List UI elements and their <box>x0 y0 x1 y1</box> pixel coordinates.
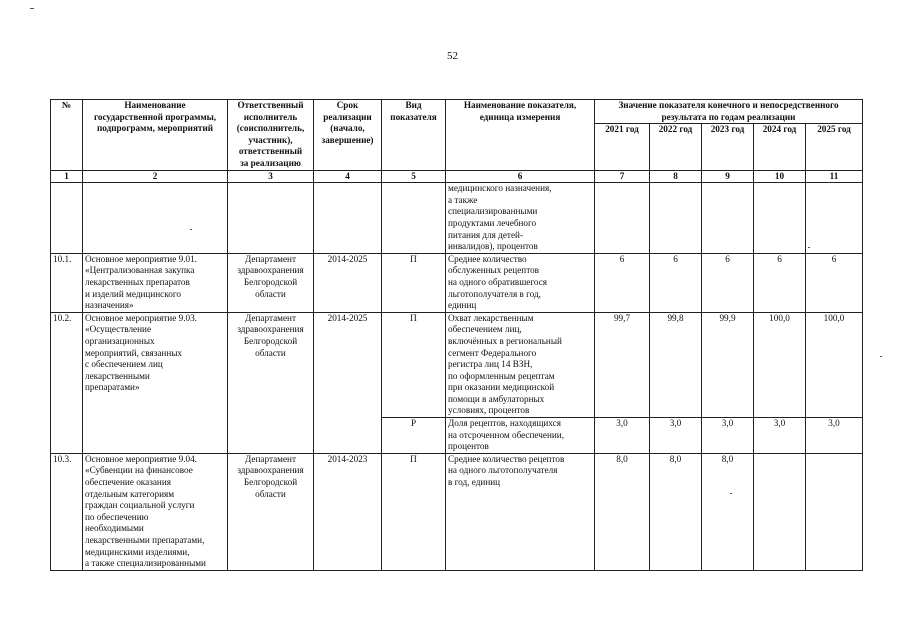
header-executor: Ответственный исполнитель (соисполнитель, участник), ответственный за реализацию <box>228 100 314 171</box>
row-value: 3,0 <box>754 418 806 454</box>
row-term <box>314 183 382 254</box>
row-term: 2014-2025 <box>314 253 382 312</box>
column-number: 6 <box>446 171 595 183</box>
header-year: 2024 год <box>754 124 806 171</box>
row-executor: Департамент здравоохранения Белгородской области <box>228 312 314 453</box>
page-number: 52 <box>447 50 458 62</box>
table-row <box>51 312 863 417</box>
row-executor: Департамент здравоохранения Белгородской области <box>228 253 314 312</box>
row-value: 8,0 <box>650 453 702 570</box>
header-term: Срок реализации (начало, завершение) <box>314 100 382 171</box>
row-indicator: Доля рецептов, находящихся на отсроченном обеспечении, процентов <box>446 418 595 454</box>
row-name <box>83 183 228 254</box>
scan-speck <box>808 247 810 248</box>
row-value: 99,7 <box>595 312 650 417</box>
row-value: 99,8 <box>650 312 702 417</box>
column-number: 8 <box>650 171 702 183</box>
column-number: 1 <box>51 171 83 183</box>
row-value: 8,0 <box>702 453 754 570</box>
header-name: Наименование государственной программы, подпрограмм, мероприятий <box>83 100 228 171</box>
header-year: 2023 год <box>702 124 754 171</box>
column-number: 3 <box>228 171 314 183</box>
scan-speck <box>190 229 192 230</box>
row-kind: Р <box>382 418 446 454</box>
header-kind: Вид показателя <box>382 100 446 171</box>
row-value: 3,0 <box>702 418 754 454</box>
row-value: 100,0 <box>806 312 863 417</box>
header-year: 2022 год <box>650 124 702 171</box>
column-number: 11 <box>806 171 863 183</box>
row-kind: П <box>382 453 446 570</box>
row-num: 10.2. <box>51 312 83 453</box>
row-num <box>51 183 83 254</box>
row-name: Основное мероприятие 9.04. «Субвенции на финансовое обеспечение оказания отдельным категориям граждан социальной услуги по обеспечению необходимыми лекарственными препаратами, медицинскими изделиями, а также специализированными <box>83 453 228 570</box>
row-value: 6 <box>702 253 754 312</box>
row-indicator: медицинского назначения, а также специализированными продуктами лечебного питания для детей- инвалидов), процентов <box>446 183 595 254</box>
scan-speck <box>30 8 34 9</box>
header-values: Значение показателя конечного и непосредственного результата по годам реализации <box>595 100 863 124</box>
row-name: Основное мероприятие 9.01. «Централизованная закупка лекарственных препаратов и изделий медицинского назначения» <box>83 253 228 312</box>
row-term: 2014-2023 <box>314 453 382 570</box>
row-value: 3,0 <box>595 418 650 454</box>
row-executor <box>228 183 314 254</box>
header-year: 2021 год <box>595 124 650 171</box>
row-value: 6 <box>650 253 702 312</box>
table-row <box>51 453 863 570</box>
row-value <box>806 183 863 254</box>
row-value: 6 <box>754 253 806 312</box>
row-value <box>754 183 806 254</box>
row-value <box>806 453 863 570</box>
row-value: 3,0 <box>650 418 702 454</box>
row-kind <box>382 183 446 254</box>
row-indicator: Охват лекарственным обеспечением лиц, включённых в региональный сегмент Федерального регистра лиц 14 ВЗН, по оформленным рецептам при оказании медицинской помощи в амбулаторных условиях, процентов <box>446 312 595 417</box>
header-year: 2025 год <box>806 124 863 171</box>
scan-speck <box>730 493 732 494</box>
column-number: 2 <box>83 171 228 183</box>
column-numbers-row <box>51 171 863 183</box>
scan-speck <box>880 356 882 357</box>
row-value: 8,0 <box>595 453 650 570</box>
column-number: 5 <box>382 171 446 183</box>
row-value: 100,0 <box>754 312 806 417</box>
table-row <box>51 183 863 254</box>
row-name: Основное мероприятие 9.03. «Осуществление организационных мероприятий, связанных с обеспечением лиц лекарственными препаратами» <box>83 312 228 453</box>
row-num: 10.3. <box>51 453 83 570</box>
column-number: 9 <box>702 171 754 183</box>
table-row <box>51 253 863 312</box>
row-value <box>650 183 702 254</box>
row-indicator: Среднее количество обслуженных рецептов на одного обратившегося льготополучателя в год, единиц <box>446 253 595 312</box>
row-value: 6 <box>806 253 863 312</box>
table-header-row <box>51 100 863 124</box>
row-term: 2014-2025 <box>314 312 382 453</box>
header-num: № <box>51 100 83 171</box>
row-value <box>754 453 806 570</box>
row-num: 10.1. <box>51 253 83 312</box>
header-indicator: Наименование показателя, единица измерения <box>446 100 595 171</box>
row-value: 3,0 <box>806 418 863 454</box>
row-kind: П <box>382 253 446 312</box>
row-kind: П <box>382 312 446 417</box>
column-number: 7 <box>595 171 650 183</box>
row-indicator: Среднее количество рецептов на одного льготополучателя в год, единиц <box>446 453 595 570</box>
column-number: 10 <box>754 171 806 183</box>
indicators-table <box>50 99 863 571</box>
row-value: 6 <box>595 253 650 312</box>
row-value <box>702 183 754 254</box>
column-number: 4 <box>314 171 382 183</box>
row-value <box>595 183 650 254</box>
row-executor: Департамент здравоохранения Белгородской области <box>228 453 314 570</box>
row-value: 99,9 <box>702 312 754 417</box>
